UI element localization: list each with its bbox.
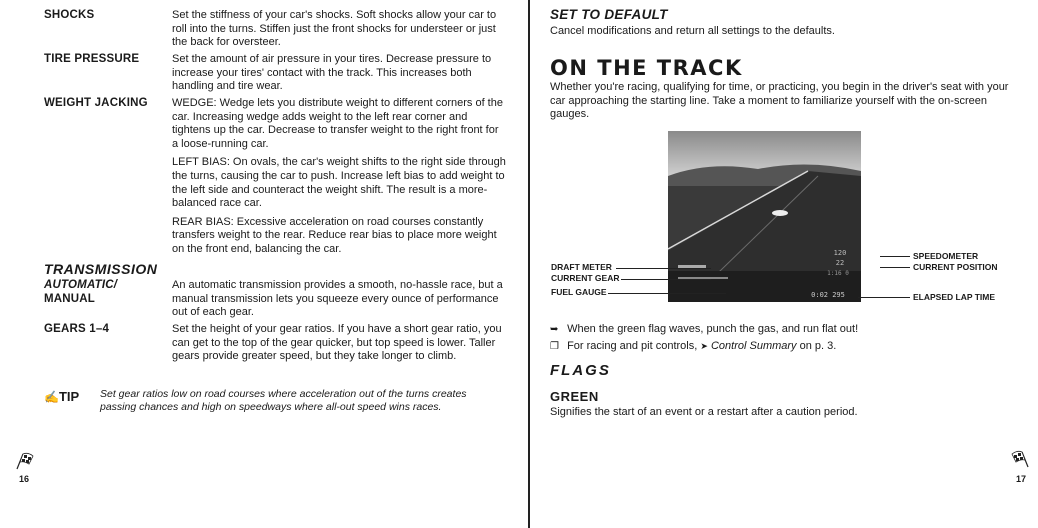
rear-bias-desc: REAR BIAS: Excessive acceleration on road courses constantly transfers weight to the rear. Reduce rear bias to place more weight on the front end, balancing the car. — [172, 215, 497, 255]
current-position-line — [880, 267, 910, 268]
elapsed-lap-time-callout: ELAPSED LAP TIME — [913, 292, 996, 302]
current-gear-callout: CURRENT GEAR — [551, 273, 620, 283]
draft-meter-line — [616, 268, 711, 269]
controls-bullet: ❐ For racing and pit controls, ➤ Control Summary on p. 3. — [550, 340, 837, 352]
game-screenshot — [668, 131, 861, 302]
automatic-term: AUTOMATIC/ — [44, 279, 118, 291]
tip-label: ✍TIP — [44, 389, 80, 404]
right-page — [533, 0, 1038, 528]
wedge-desc: WEDGE: Wedge lets you distribute weight to different corners of the car. Increasing wedge adds weight to the left rear corner and tightens up the car. Decrease to transfer weight to the right front for a loose-running car. — [172, 97, 503, 150]
speedometer-line — [880, 256, 910, 257]
set-to-default-text: Cancel modifications and return all settings to the defaults. — [550, 25, 835, 37]
set-to-default-heading: SET TO DEFAULT — [550, 7, 668, 22]
tip-pen-icon: ✍ — [44, 390, 59, 404]
checkered-flag-icon — [1009, 450, 1031, 468]
tire-pressure-term: TIRE PRESSURE — [44, 53, 140, 65]
on-the-track-heading: ON THE TRACK — [550, 56, 743, 80]
tip-text: Set gear ratios low on road courses where acceleration out of the turns creates passing chances and high on speedways where all-out speed wins races. — [100, 388, 467, 413]
tire-pressure-desc: Set the amount of air pressure in your tires. Decrease pressure to increase your tires' contact with the track. This increases both handling and tire wear. — [172, 53, 492, 93]
checkered-flag-icon — [14, 452, 36, 470]
draft-meter-callout: DRAFT METER — [551, 262, 612, 272]
book-spine — [528, 0, 530, 528]
hud-lap: 1:16 0 — [827, 270, 849, 277]
transmission-heading: TRANSMISSION — [44, 261, 158, 277]
flags-heading: FLAGS — [550, 362, 611, 379]
fuel-gauge-line — [608, 293, 726, 294]
speedometer-callout: SPEEDOMETER — [913, 251, 979, 261]
on-the-track-text: Whether you're racing, qualifying for time, or practicing, you begin in the driver's seat with your car approaching the starting line. Take a moment to familiarize yourself with the on-screen gauges. — [550, 81, 1009, 121]
current-position-callout: CURRENT POSITION — [913, 262, 998, 272]
hud-position: 22 — [835, 259, 845, 267]
gears-desc: Set the height of your gear ratios. If you have a short gear ratio, you can get to the top of the gear quicker, but top speed is lower. Taller gears provide greater speed, but they take longer to climb. — [172, 323, 502, 363]
shocks-desc: Set the stiffness of your car's shocks. Soft shocks allow your car to roll into the turns. Stiffen just the front shocks for understeer or just the back for oversteer. — [172, 9, 497, 49]
page-number-right: 17 — [1016, 474, 1027, 484]
auto-manual-desc: An automatic transmission provides a smooth, no-hassle race, but a manual transmission lets you squeeze every ounce of performance out of each gear. — [172, 279, 503, 319]
checkbox-bullet-icon: ❐ — [550, 341, 559, 352]
left-bias-desc: LEFT BIAS: On ovals, the car's weight shifts to the right side through the turns, causing the car to push. Increase left bias to add weight to the left side and counteract the weight shift. The result is a more-balanced race car. — [172, 156, 506, 210]
green-heading: GREEN — [550, 389, 599, 404]
weight-jacking-term: WEIGHT JACKING — [44, 97, 148, 109]
current-gear-line — [621, 279, 711, 280]
page-number-left: 16 — [19, 474, 30, 484]
arrowhead-icon: ➤ — [700, 341, 708, 351]
racing-scene — [668, 131, 861, 302]
elapsed-lap-time-line — [858, 297, 910, 298]
hud-time: 0:02 295 — [811, 291, 845, 299]
weight-jacking-desc — [172, 97, 507, 262]
hud-speed: 120 — [833, 249, 847, 257]
fuel-gauge-callout: FUEL GAUGE — [551, 287, 607, 297]
green-flag-bullet: ➥ When the green flag waves, punch the gas, and run flat out! — [550, 323, 859, 335]
green-text: Signifies the start of an event or a restart after a caution period. — [550, 406, 858, 418]
control-summary-link[interactable]: Control Summary — [710, 340, 797, 352]
shocks-term: SHOCKS — [44, 9, 95, 21]
manual-term: MANUAL — [44, 293, 96, 305]
arrow-bullet-icon: ➥ — [550, 324, 559, 335]
gears-term: GEARS 1–4 — [44, 323, 110, 335]
